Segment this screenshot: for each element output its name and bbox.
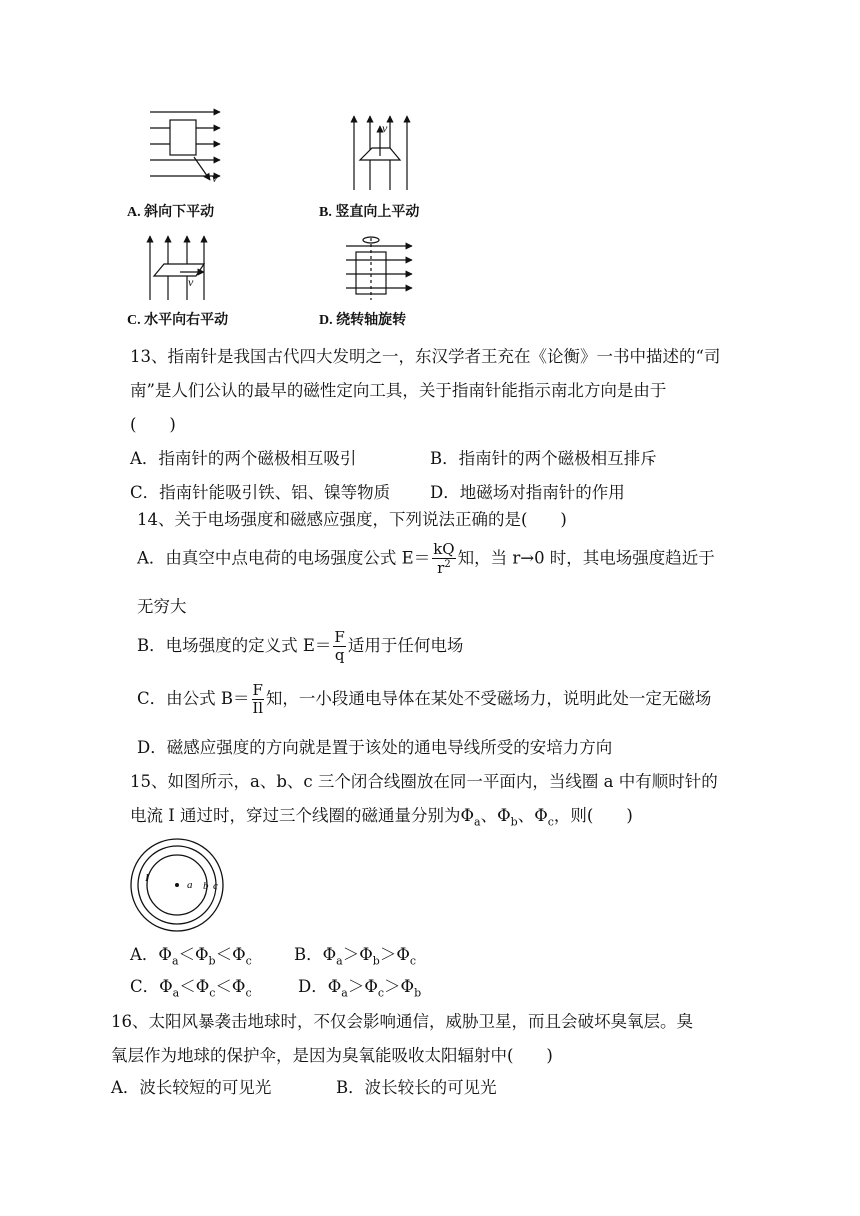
v-label-a: v <box>212 171 218 185</box>
q15-line2: 电流 I 通过时，穿过三个线圈的磁通量分别为$\Phi_a$、$\Phi_b$、$\Phi_c$，则( ) <box>130 806 633 829</box>
figure-concentric-coils <box>128 838 228 936</box>
diagram-d <box>346 237 412 300</box>
q14-option-a: A．由真空中点电荷的电场强度公式 E＝ $\frac{kQ}{r^2}$ 知，当 r→0 时，其电场强度趋近于 <box>137 540 715 577</box>
caption-a: A. 斜向下平动 <box>127 205 215 220</box>
diagram-b <box>354 116 407 190</box>
caption-c: C. 水平向右平动 <box>127 313 229 328</box>
q13-option-d: D．地磁场对指南针的作用 <box>430 483 625 502</box>
v-label-b: v <box>382 121 388 135</box>
caption-b: B. 竖直向上平动 <box>319 205 420 220</box>
q13-line1: 13、指南针是我国古代四大发明之一，东汉学者王充在《论衡》一书中描述的“司 <box>130 347 721 366</box>
q13-option-c: C．指南针能吸引铁、铝、镍等物质 <box>130 483 391 502</box>
q14-option-c: C．由公式 B＝ $\frac{F}{Il}$ 知，一小段通电导体在某处不受磁场力，说明此处一定无磁场 <box>137 681 712 717</box>
q16-line2: 氧层作为地球的保护伞，是因为臭氧能吸收太阳辐射中( ) <box>111 1046 553 1065</box>
q13-option-a: A．指南针的两个磁极相互吸引 <box>130 449 357 468</box>
label-a: a <box>187 879 193 891</box>
diagram-a <box>150 112 220 180</box>
label-b: b <box>203 880 209 892</box>
fraction-kq-r2: $\frac{kQ}{r^2}$ <box>433 540 455 577</box>
q14-stem: 14、关于电场强度和磁感应强度，下列说法正确的是( ) <box>137 510 567 529</box>
q15-option-a: A．$\Phi_a<\Phi_b<\Phi_c$ <box>130 945 252 968</box>
q15-line1: 15、如图所示，a、b、c 三个闭合线圈放在同一平面内，当线圈 a 中有顺时针的 <box>130 772 718 791</box>
fraction-f-il: $\frac{F}{Il}$ <box>252 681 264 717</box>
q16-option-a: A．波长较短的可见光 <box>111 1078 272 1097</box>
diagram-c <box>150 236 204 300</box>
q13-option-b: B．指南针的两个磁极相互排斥 <box>430 449 657 468</box>
q16-line1: 16、太阳风暴袭击地球时，不仅会影响通信，威胁卫星，而且会破坏臭氧层。臭 <box>111 1012 693 1031</box>
q15-option-d: D．$\Phi_a>\Phi_c>\Phi_b$ <box>298 977 422 1000</box>
q15-option-c: C．$\Phi_a<\Phi_c<\Phi_c$ <box>130 977 252 1000</box>
fraction-f-q: $\frac{F}{q}$ <box>334 628 345 664</box>
q14-option-a-cont: 无穷大 <box>137 597 187 616</box>
q14-option-b: B．电场强度的定义式 E＝ $\frac{F}{q}$ 适用于任何电场 <box>137 628 464 664</box>
q13-line3: ( ) <box>130 415 176 434</box>
q16-option-b: B．波长较长的可见光 <box>336 1078 497 1097</box>
q15-option-b: B．$\Phi_a>\Phi_b>\Phi_c$ <box>294 945 417 968</box>
label-c: c <box>213 880 218 892</box>
v-label-c: v <box>188 275 194 289</box>
label-I: I <box>145 872 149 884</box>
q13-line2: 南”是人们公认的最早的磁性定向工具，关于指南针能指示南北方向是由于 <box>130 381 667 400</box>
caption-d: D. 绕转轴旋转 <box>319 313 407 328</box>
q14-option-d: D．磁感应强度的方向就是置于该处的通电导线所受的安培力方向 <box>137 738 613 757</box>
